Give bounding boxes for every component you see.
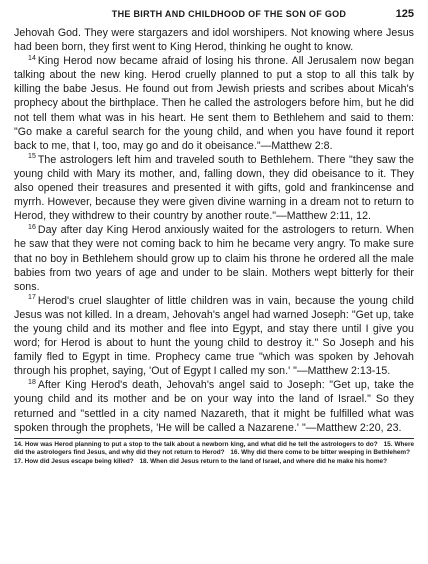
paragraph-number: 18 [28,378,36,386]
book-page [14,8,414,467]
page-number: 125 [395,8,414,20]
study-question: 15. Where did the astrologers find Jesus, and why did they not return to Herod? [14,440,414,457]
study-question: 18. When did Jesus return to the land of Israel, and where did he make his home? [139,457,387,465]
paragraph-18 [14,378,414,434]
paragraph-14 [14,54,414,153]
paragraph-16 [14,223,414,293]
paragraph-number: 17 [28,294,36,302]
study-question: 16. Why did there come to be bitter weeping in Bethlehem? [230,449,410,457]
body-text [14,26,414,435]
running-head [14,8,414,26]
study-question: 14. How was Herod planning to put a stop to the talk about a newborn king, and what did he tell the astrologers to do? [14,440,378,448]
paragraph-text: After King Herod's death, Jehovah's angel said to Joseph: "Get up, take the young child and its mother and be on your way into the land of Israel." So they returned and "settled in a city named Nazareth, that it might be fulfilled what was spoken through the prophets, 'He will be called a Nazarene.' "—Matthew 2:20, 23. [14,379,414,434]
paragraph-number: 14 [28,54,36,62]
paragraph-text: Day after day King Herod anxiously waited for the astrologers to return. When he saw that they were not coming back to him he became very angry. To make sure that no boy in Bethlehem should grow up to claim his throne he ordered all the male babies from two years of age and under to be slain. Mothers wept bitterly for their sons. [14,224,414,293]
paragraph-continued [14,26,414,54]
paragraph-17 [14,294,414,379]
paragraph-number: 16 [28,223,36,231]
paragraph-text: Jehovah God. They were stargazers and idol worshipers. Not knowing where Jesus had been born, they first went to King Herod, thinking he ought to know. [14,27,414,54]
paragraph-text: King Herod now became afraid of losing his throne. All Jerusalem now began talking about the new king. Herod cruelly planned to put a stop to all this talk by killing the babe Jesus. He found out from Jewish priests and scribes about Micah's prophecy about the birthplace. Then he called the astrologers before him, but he did not tell them what was in his heart. He sent them to Bethlehem and said to them: "Go make a careful search for the young child, and when you have found it report back to me, that I, too, may go and do it obeisance."—Matthew 2:8. [14,55,414,152]
study-questions [14,441,414,467]
paragraph-text: The astrologers left him and traveled south to Bethlehem. There "they saw the young child with Mary its mother, and, falling down, they did obeisance to it. They also opened their treasures and presented it with gifts, gold and frankincense and myrrh. However, because they were given divine warning in a dream not to return to Herod, they withdrew to their country by another route."—Matthew 2:11, 12. [14,153,414,223]
paragraph-number: 15 [28,153,36,161]
running-title: THE BIRTH AND CHILDHOOD OF THE SON OF GOD [111,9,347,19]
paragraph-text: Herod's cruel slaughter of little children was in vain, because the young child Jesus was not killed. In a dream, Jehovah's angel had warned Joseph: "Get up, take the young child and its mother and flee into Egypt, and stay there until I give you word; for Herod is about to hunt the young child to destroy it." So Joseph and his family fled to Egypt in time. Prophecy came true "which was spoken by Jehovah through his prophet, saying, 'Out of Egypt I called my son.' "—Matthew 2:13-15. [14,294,414,378]
paragraph-15 [14,153,414,223]
footnote-divider [14,438,414,439]
study-question: 17. How did Jesus escape being killed? [14,457,134,465]
